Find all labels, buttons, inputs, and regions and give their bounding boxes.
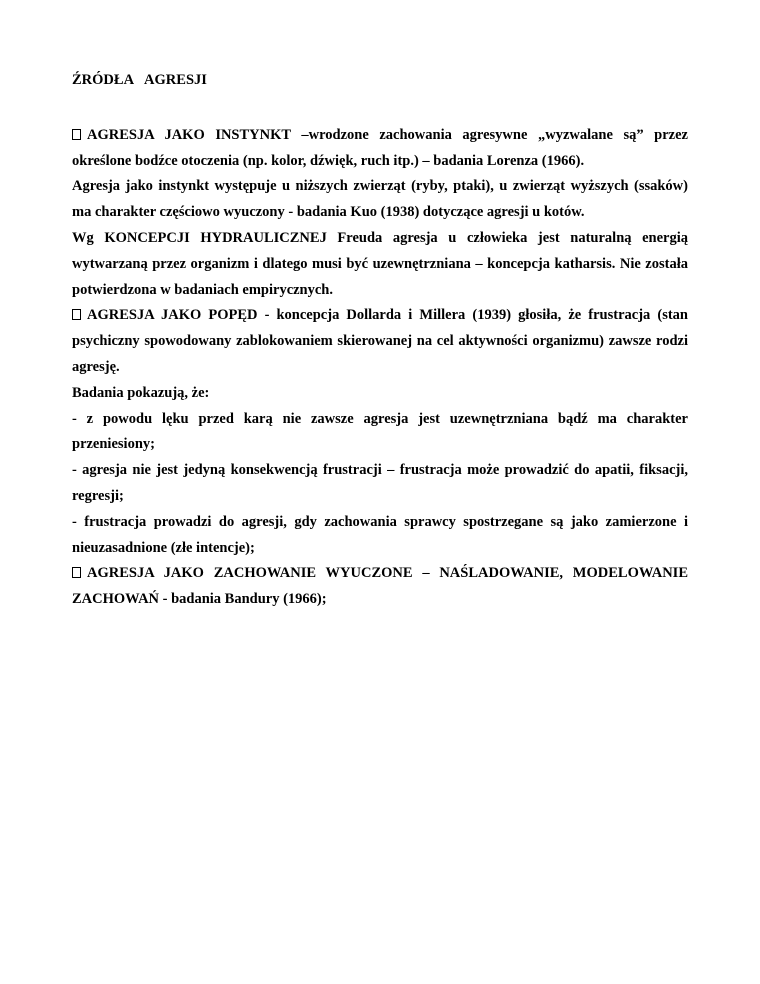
paragraph-text: - agresja nie jest jedyną konsekwencją frustracji – frustracja może prowadzić do apatii, fiksacji, regresji;: [72, 462, 688, 504]
paragraph-text: - frustracja prowadzi do agresji, gdy zachowania sprawcy spostrzegane są jako zamierzone i nieuzasadnione (złe intencje);: [72, 513, 688, 556]
paragraph-drive: [72, 303, 688, 380]
paragraph-learned: [72, 561, 688, 613]
title-spacer: [72, 94, 688, 123]
paragraph-animals: [72, 174, 688, 226]
document-page: [72, 68, 688, 613]
paragraph-instinct: [72, 123, 688, 175]
list-item-intent: [72, 510, 688, 562]
bullet-box-icon: [72, 129, 81, 140]
paragraph-text: - z powodu lęku przed karą nie zawsze agresja jest uzewnętrzniana bądź ma charakter przeniesiony;: [72, 410, 688, 453]
paragraph-freud: [72, 226, 688, 303]
bullet-box-icon: [72, 567, 81, 578]
paragraph-text: Wg KONCEPCJI HYDRAULICZNEJ Freuda agresja u człowieka jest naturalną energią wytwarzaną przez organizm i dlatego musi być uzewnętrzniana – koncepcja katharsis. Nie została potwierdzona w badaniach empirycznych.: [72, 229, 688, 298]
document-title: ŹRÓDŁA AGRESJI: [72, 72, 207, 88]
paragraph-text: AGRESJA JAKO ZACHOWANIE WYUCZONE – NAŚLADOWANIE, MODELOWANIE ZACHOWAŃ - badania Bandury (1966);: [72, 565, 688, 608]
paragraph-text: AGRESJA JAKO INSTYNKT –wrodzone zachowania agresywne „wyzwalane są” przez określone bodźce otoczenia (np. kolor, dźwięk, ruch itp.) – badania Lorenza (1966).: [72, 126, 688, 169]
paragraph-research-intro: [72, 381, 688, 407]
list-item-fear: [72, 407, 688, 459]
paragraph-text: Badania pokazują, że:: [72, 384, 210, 401]
bullet-box-icon: [72, 309, 81, 320]
paragraph-text: AGRESJA JAKO POPĘD - koncepcja Dollarda i Millera (1939) głosiła, że frustracja (stan psychiczny spowodowany zablokowaniem skierowanej na cel aktywności organizmu) zawsze rodzi agresję.: [72, 307, 688, 375]
list-item-consequence: [72, 458, 688, 510]
paragraph-text: Agresja jako instynkt występuje u niższych zwierząt (ryby, ptaki), u zwierząt wyższych (ssaków) ma charakter częściowo wyuczony - badania Kuo (1938) dotyczące agresji u kotów.: [72, 178, 688, 221]
